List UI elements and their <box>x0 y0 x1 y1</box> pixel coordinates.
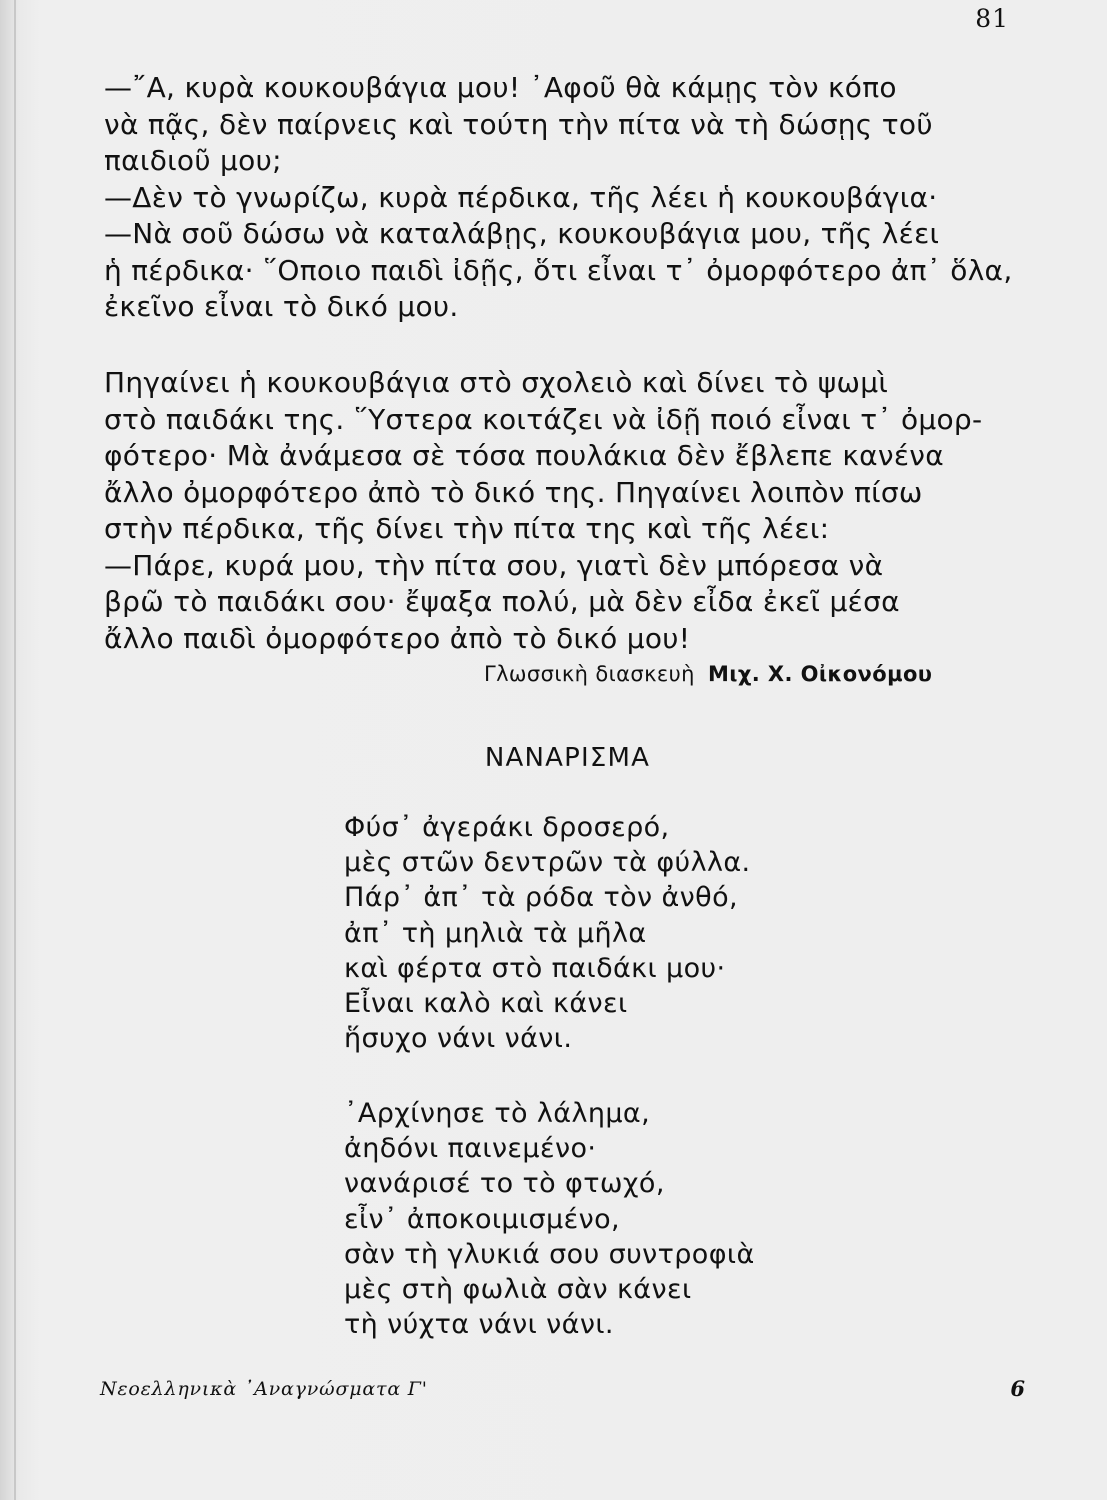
verse-line: ἥσυχο νάνι νάνι. <box>344 1023 573 1055</box>
text-line: στὴν πέρδικα, τῆς δίνει τὴν πίτα της καὶ τῆς λέει: <box>104 512 830 545</box>
verse-line: Φύσ᾿ ἀγεράκι δροσερό, <box>344 812 670 843</box>
poem-stanza <box>344 810 751 1056</box>
verse-line: Εἶναι καλὸ καὶ κάνει <box>344 987 628 1019</box>
poem-stanza <box>344 1096 755 1342</box>
attribution-label: Γλωσσικὴ διασκευὴ <box>484 662 695 686</box>
text-line: —Νὰ σοῦ δώσω νὰ καταλάβῃς, κουκουβάγια μου, τῆς λέει <box>104 217 940 250</box>
text-line: —Πάρε, κυρά μου, τὴν πίτα σου, γιατὶ δὲν μπόρεσα νὰ <box>104 548 884 582</box>
verse-line: ᾿Αρχίνησε τὸ λάλημα, <box>344 1098 651 1129</box>
text-line: ἄλλο παιδὶ ὀμορφότερο ἀπὸ τὸ δικό μου! <box>104 621 691 655</box>
poem-title: ΝΑΝΑΡΙΣΜΑ <box>484 743 651 773</box>
verse-line: εἶν᾿ ἀποκοιμισμένο, <box>344 1203 621 1235</box>
text-line: ἄλλο ὀμορφότερο ἀπὸ τὸ δικό της. Πηγαίνει λοιπὸν πίσω <box>104 475 923 509</box>
text-line: στὸ παιδάκι της. ῞Υστερα κοιτάζει νὰ ἰδῇ ποιό εἶναι τ᾿ ὀμορ- <box>104 402 983 436</box>
attribution-author: Μιχ. Χ. Οἰκονόμου <box>707 662 933 686</box>
page-number: 81 <box>975 4 1009 33</box>
text-line: Πηγαίνει ἡ κουκουβάγια στὸ σχολειὸ καὶ δίνει τὸ ψωμὶ <box>104 366 889 399</box>
footer-signature-mark: 6 <box>1010 1376 1025 1401</box>
text-line: —Δὲν τὸ γνωρίζω, κυρὰ πέρδικα, τῆς λέει ἡ κουκουβάγια· <box>104 180 938 214</box>
narrative-paragraph <box>104 365 1014 657</box>
text-line: παιδιοῦ μου; <box>104 144 282 177</box>
verse-line: τὴ νύχτα νάνι νάνι. <box>344 1309 614 1341</box>
text-line: ἐκεῖνο εἶναι τὸ δικό μου. <box>104 290 459 323</box>
verse-line: μὲς στὴ φωλιὰ σὰν κάνει <box>344 1273 692 1305</box>
verse-line: σὰν τὴ γλυκιά σου συντροφιὰ <box>344 1238 755 1270</box>
text-line: —῎Α, κυρὰ κουκουβάγια μου! ᾿Αφοῦ θὰ κάμῃς τὸν κόπο <box>104 71 897 104</box>
text-line: φότερο· Μὰ ἀνάμεσα σὲ τόσα πουλάκια δὲν ἔβλεπε κανένα <box>104 439 944 472</box>
text-line: νὰ πᾷς, δὲν παίρνεις καὶ τούτη τὴν πίτα νὰ τὴ δώσῃς τοῦ <box>104 107 933 141</box>
verse-line: νανάρισέ το τὸ φτωχό, <box>344 1168 665 1200</box>
text-line: βρῶ τὸ παιδάκι σου· ἔψαξα πολύ, μὰ δὲν εἶδα ἐκεῖ μέσα <box>104 585 900 618</box>
verse-line: καὶ φέρτα στὸ παιδάκι μου· <box>344 952 726 984</box>
verse-line: ἀηδόνι παινεμένο· <box>344 1133 597 1165</box>
dialogue-paragraph <box>104 70 1014 326</box>
text-line: ἡ πέρδικα· ῞Οποιο παιδὶ ἰδῇς, ὅτι εἶναι τ᾿ ὀμορφότερο ἀπ᾿ ὅλα, <box>104 253 1013 287</box>
verse-line: μὲς στῶν δεντρῶν τὰ φύλλα. <box>344 847 751 879</box>
footer-book-title: Νεοελληνικὰ ᾿Αναγνώσματα Γ' <box>100 1378 428 1400</box>
verse-line: Πάρ᾿ ἀπ᾿ τὰ ρόδα τὸν ἀνθό, <box>344 882 738 914</box>
verse-line: ἀπ᾿ τὴ μηλιὰ τὰ μῆλα <box>344 917 647 949</box>
attribution <box>484 662 932 686</box>
